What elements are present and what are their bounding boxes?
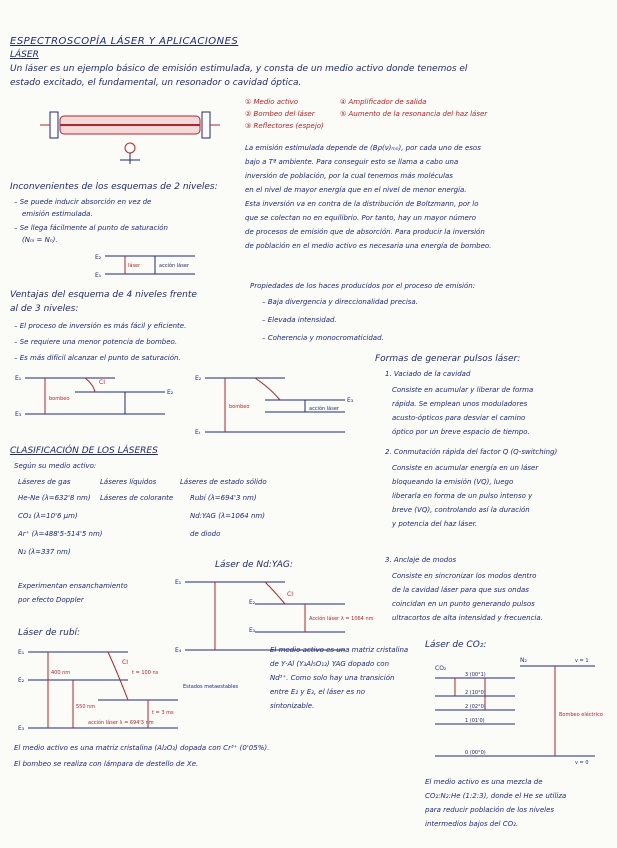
ndyag-text-2: de Y·Al (Y₃Al₅O₁₂) YAG dopado con xyxy=(270,660,390,668)
two-level-label-e2: E₂ xyxy=(95,254,102,261)
gas-item-3: Ar⁺ (λ=488'5-514'5 nm) xyxy=(18,530,103,538)
co2-label-v0: v = 0 xyxy=(575,760,589,766)
pulse-item-11: y potencia del haz láser. xyxy=(392,520,478,528)
ndyag-level-e4: E₄ xyxy=(175,647,182,654)
ruby-label-action: acción láser λ = 694'3 nm xyxy=(88,720,154,726)
pulse-item-3: rápida. Se emplean unos moduladores xyxy=(392,400,528,408)
pulse-item-13: Consiste en sincronizar los modos dentro xyxy=(392,572,537,580)
co2-heading: Láser de CO₂: xyxy=(425,640,487,650)
drawback-item-4: (Nₘ = Nₙ). xyxy=(22,236,58,244)
pulse-item-4: acusto-ópticos para desviar el camino xyxy=(392,414,526,422)
ndyag-label-action: Acción láser λ = 1064 nm xyxy=(309,616,374,622)
four-level-diagram xyxy=(195,370,355,440)
property-item-1: – Baja divergencia y direccionalidad precisa. xyxy=(262,298,418,306)
legend-item-2: ② Bombeo del láser xyxy=(245,110,315,118)
classification-heading: CLASIFICACIÓN DE LOS LÁSERES xyxy=(10,446,158,456)
ruby-level-e1: E₁ xyxy=(18,649,25,656)
three-level-label-ci: CI xyxy=(99,379,105,386)
three-level-label-e1: E₁ xyxy=(15,375,22,382)
pulse-item-1: 1. Vaciado de la cavidad xyxy=(385,370,471,378)
classification-subheading: Según su medio activo: xyxy=(14,462,97,470)
intro-line-1: Un láser es un ejemplo básico de emisión estimulada, y consta de un medio activo donde tenemos el xyxy=(10,64,468,74)
ruby-diagram xyxy=(18,644,239,734)
drawback-item-3: – Se llega fácilmente al punto de saturación xyxy=(14,224,168,232)
ruby-text-2: El bombeo se realiza con lámpara de destello de Xe. xyxy=(14,760,199,768)
co2-text-1: El medio activo es una mezcla de xyxy=(425,778,543,786)
drawback-item-2: emisión estimulada. xyxy=(22,210,93,218)
legend-item-4: ④ Amplificador de salida xyxy=(340,98,427,106)
legend-item-5: ⑤ Aumento de la resonancia del haz láser xyxy=(340,110,488,118)
page-title: ESPECTROSCOPÍA LÁSER Y APLICACIONES xyxy=(10,36,239,47)
ruby-label-metastable: Estados metaestables xyxy=(183,684,239,690)
legend-item-1: ① Medio activo xyxy=(245,98,298,106)
property-item-2: – Elevada intensidad. xyxy=(262,316,337,324)
ruby-text-1: El medio activo es una matriz cristalina (Al₂O₃) dopada con Cr³⁺ (0'05%). xyxy=(14,744,270,752)
co2-text-3: para reducir población de los niveles xyxy=(425,806,555,814)
solid-item-3: de diodo xyxy=(190,530,221,538)
three-level-label-pump: bombeo xyxy=(49,396,70,402)
gas-item-4: N₂ (λ=337 nm) xyxy=(18,548,71,556)
advantage-item-1: – El proceso de inversión es más fácil y eficiente. xyxy=(14,322,187,330)
ndyag-label-ci: CI xyxy=(287,591,293,598)
pulse-item-2: Consiste en acumular y liberar de forma xyxy=(392,386,534,394)
two-level-label-e1: E₁ xyxy=(95,272,102,279)
stimulated-line-5: Esta inversión va en contra de la distribución de Boltzmann, por lo xyxy=(245,200,479,208)
ruby-label-550: 550 nm xyxy=(76,704,96,710)
ruby-label-100ns: t = 100 ns xyxy=(132,670,159,676)
solid-heading: Láseres de estado sólido xyxy=(180,478,267,486)
pulse-item-14: de la cavidad láser para que sus ondas xyxy=(392,586,529,594)
liquid-heading: Láseres líquidos xyxy=(100,478,157,486)
ndyag-level-e1: E₁ xyxy=(175,579,182,586)
co2-label-level1: 1 (01'0) xyxy=(465,718,485,724)
ndyag-heading: Láser de Nd:YAG: xyxy=(215,560,293,570)
ruby-level-e2: E₂ xyxy=(18,677,25,684)
two-level-diagram xyxy=(95,250,205,280)
stimulated-line-6: que se colectan no en equilibrio. Por tanto, hay un mayor número xyxy=(245,214,476,222)
stimulated-line-2: bajo a Tª ambiente. Para conseguir esto se llama a cabo una xyxy=(245,158,459,166)
intro-line-2: estado excitado, el fundamental, un resonador o cavidad óptica. xyxy=(10,78,302,88)
drawback-item-1: – Se puede inducir absorción en vez de xyxy=(14,198,152,206)
co2-label-pump: Bombeo eléctrico xyxy=(559,712,603,718)
four-level-label-e3: E₃ xyxy=(347,397,354,404)
advantages-heading-2: al de 3 niveles: xyxy=(10,304,79,314)
doppler-line-2: por efecto Doppler xyxy=(18,596,84,604)
gas-heading: Láseres de gas xyxy=(18,478,71,486)
pulse-item-9: liberarla en forma de un pulso intenso y xyxy=(392,492,533,500)
co2-label-co2: CO₂ xyxy=(435,665,447,672)
co2-label-level3: 3 (00°1) xyxy=(465,672,486,678)
three-level-label-e3: E₃ xyxy=(15,411,22,418)
three-level-label-e2: E₂ xyxy=(167,389,174,396)
co2-text-4: intermedios bajos del CO₂. xyxy=(425,820,519,828)
three-level-diagram xyxy=(15,370,175,420)
ruby-level-e3: E₃ xyxy=(18,725,25,732)
legend-item-3: ③ Reflectores (espejo) xyxy=(245,122,324,130)
section-heading: LÁSER xyxy=(10,50,39,60)
advantage-item-3: – Es más difícil alcanzar el punto de saturación. xyxy=(14,354,181,362)
ruby-label-3ms: t = 3 ms xyxy=(152,710,174,716)
stimulated-line-1: La emisión estimulada depende de (Bρ(ν)ₘₙ), por cada uno de esos xyxy=(245,144,481,152)
advantage-item-2: – Se requiere una menor potencia de bombeo. xyxy=(14,338,178,346)
ndyag-level-e3: E₃ xyxy=(249,627,256,634)
stimulated-line-3: inversión de población, por la cual tenemos más moléculas xyxy=(245,172,453,180)
four-level-label-action: acción láser xyxy=(309,406,339,412)
advantages-heading: Ventajas del esquema de 4 niveles frente xyxy=(10,290,197,300)
pulse-item-15: coincidan en un punto generando pulsos xyxy=(392,600,535,608)
ndyag-text-3: Nd³⁺. Como solo hay una transición xyxy=(270,674,395,682)
two-level-label-laser: láser xyxy=(128,263,141,269)
pulse-item-7: Consiste en acumular energía en un láser xyxy=(392,464,539,472)
solid-item-2: Nd:YAG (λ=1064 nm) xyxy=(190,512,265,520)
liquid-item-1: Láseres de colorante xyxy=(100,494,174,502)
pulse-item-12: 3. Anclaje de modos xyxy=(385,556,457,564)
properties-heading: Propiedades de los haces producidos por el proceso de emisión: xyxy=(250,282,476,290)
ndyag-diagram xyxy=(175,574,374,654)
ruby-heading: Láser de rubí: xyxy=(18,628,81,638)
co2-label-level2b: 2 (02°0) xyxy=(465,704,486,710)
stimulated-line-8: de población en el medio activo es necesaria una energía de bombeo. xyxy=(245,242,492,250)
co2-label-v1: v = 1 xyxy=(575,658,589,664)
doppler-line-1: Experimentan ensanchamiento xyxy=(18,582,128,590)
four-level-label-e2: E₂ xyxy=(195,375,202,382)
solid-item-1: Rubí (λ=694'3 nm) xyxy=(190,494,257,502)
ruby-label-ci: CI xyxy=(122,659,128,666)
ndyag-text-4: entre E₂ y E₃, el láser es no xyxy=(270,688,366,696)
ndyag-text-1: El medio activo es una matriz cristalina xyxy=(270,646,409,654)
ndyag-level-e2: E₂ xyxy=(249,599,256,606)
four-level-label-pump: bombeo xyxy=(229,404,250,410)
stimulated-line-4: en el nivel de mayor energía que en el nivel de menor energía. xyxy=(245,186,467,194)
pulse-item-6: 2. Conmutación rápida del factor Q (Q-switching) xyxy=(385,448,558,456)
pulse-item-5: óptico por un breve espacio de tiempo. xyxy=(392,428,530,436)
four-level-label-et: Eₜ xyxy=(195,429,201,436)
pulse-item-10: breve (VQ), controlando así la duración xyxy=(392,506,530,514)
pulse-item-8: bloqueando la emisión (VQ), luego xyxy=(392,478,514,486)
two-level-label-action: acción láser xyxy=(159,263,189,269)
laser-tube-sketch xyxy=(40,98,220,168)
ruby-label-400: 400 nm xyxy=(51,670,71,676)
pulse-item-16: ultracortos de alta intensidad y frecuencia. xyxy=(392,614,543,622)
co2-label-n2: N₂ xyxy=(520,657,527,664)
ndyag-text-5: sintonizable. xyxy=(270,702,315,710)
pulses-heading: Formas de generar pulsos láser: xyxy=(375,354,521,364)
co2-diagram xyxy=(425,656,605,766)
gas-item-2: CO₂ (λ=10'6 μm) xyxy=(18,512,78,520)
co2-label-level0: 0 (00°0) xyxy=(465,750,486,756)
drawbacks-heading: Inconvenientes de los esquemas de 2 niveles: xyxy=(10,182,218,192)
stimulated-line-7: de procesos de emisión que de absorción. Para producir la inversión xyxy=(245,228,485,236)
co2-text-2: CO₂:N₂:He (1:2:3), donde el He se utiliza xyxy=(425,792,567,800)
gas-item-1: He-Ne (λ=632'8 nm) xyxy=(18,494,91,502)
co2-label-level2a: 2 (10°0) xyxy=(465,690,486,696)
property-item-3: – Coherencia y monocromaticidad. xyxy=(262,334,384,342)
